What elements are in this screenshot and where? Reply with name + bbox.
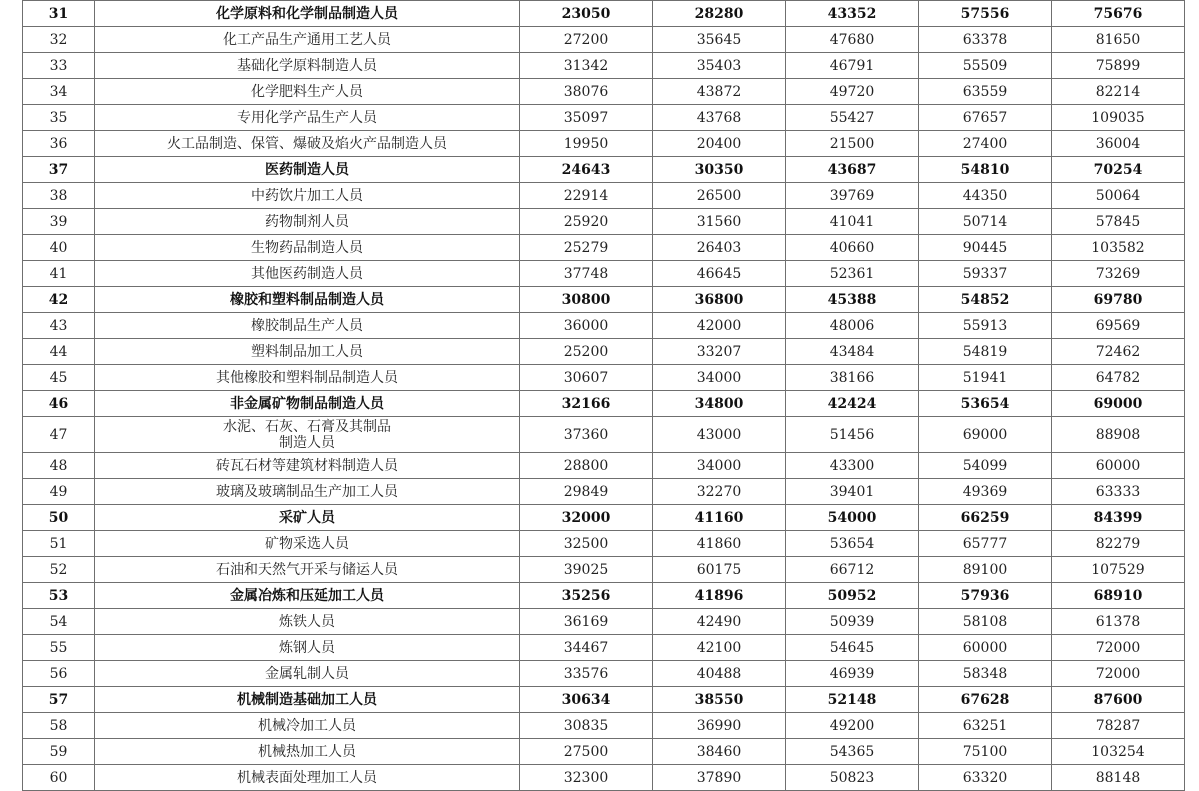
salary-value-cell: 25200 — [520, 339, 653, 365]
salary-value-cell: 43687 — [786, 157, 919, 183]
salary-value-cell: 75676 — [1052, 1, 1185, 27]
row-number-cell: 34 — [23, 79, 95, 105]
row-number-cell: 56 — [23, 661, 95, 687]
salary-value-cell: 39025 — [520, 557, 653, 583]
salary-value-cell: 27400 — [919, 131, 1052, 157]
salary-value-cell: 43000 — [653, 417, 786, 453]
salary-value-cell: 63251 — [919, 713, 1052, 739]
salary-value-cell: 78287 — [1052, 713, 1185, 739]
occupation-name-cell: 炼铁人员 — [95, 609, 520, 635]
salary-value-cell: 42424 — [786, 391, 919, 417]
occupation-name-cell: 石油和天然气开采与储运人员 — [95, 557, 520, 583]
salary-value-cell: 69000 — [1052, 391, 1185, 417]
salary-value-cell: 29849 — [520, 479, 653, 505]
salary-value-cell: 30607 — [520, 365, 653, 391]
salary-value-cell: 70254 — [1052, 157, 1185, 183]
salary-value-cell: 72462 — [1052, 339, 1185, 365]
row-number-cell: 51 — [23, 531, 95, 557]
table-row — [23, 531, 1185, 557]
salary-value-cell: 51456 — [786, 417, 919, 453]
table-row — [23, 27, 1185, 53]
salary-value-cell: 23050 — [520, 1, 653, 27]
salary-value-cell: 52361 — [786, 261, 919, 287]
salary-value-cell: 51941 — [919, 365, 1052, 391]
salary-value-cell: 20400 — [653, 131, 786, 157]
salary-value-cell: 33576 — [520, 661, 653, 687]
salary-value-cell: 72000 — [1052, 635, 1185, 661]
salary-value-cell: 50952 — [786, 583, 919, 609]
salary-value-cell: 38550 — [653, 687, 786, 713]
salary-value-cell: 46939 — [786, 661, 919, 687]
salary-value-cell: 46791 — [786, 53, 919, 79]
table-row — [23, 505, 1185, 531]
salary-value-cell: 37360 — [520, 417, 653, 453]
row-number-cell: 58 — [23, 713, 95, 739]
salary-value-cell: 32500 — [520, 531, 653, 557]
occupation-name-cell: 橡胶和塑料制品制造人员 — [95, 287, 520, 313]
salary-value-cell: 109035 — [1052, 105, 1185, 131]
salary-value-cell: 49369 — [919, 479, 1052, 505]
salary-value-cell: 67628 — [919, 687, 1052, 713]
salary-value-cell: 54852 — [919, 287, 1052, 313]
row-number-cell: 35 — [23, 105, 95, 131]
occupation-name-line: 水泥、石灰、石膏及其制品 — [223, 418, 391, 435]
occupation-name-cell: 其他医药制造人员 — [95, 261, 520, 287]
occupation-name-cell: 化工产品生产通用工艺人员 — [95, 27, 520, 53]
table-row — [23, 313, 1185, 339]
salary-value-cell: 63333 — [1052, 479, 1185, 505]
occupation-name-cell: 其他橡胶和塑料制品制造人员 — [95, 365, 520, 391]
salary-value-cell: 49200 — [786, 713, 919, 739]
salary-value-cell: 32300 — [520, 765, 653, 791]
salary-value-cell: 27500 — [520, 739, 653, 765]
salary-value-cell: 75899 — [1052, 53, 1185, 79]
salary-value-cell: 54810 — [919, 157, 1052, 183]
table-row — [23, 739, 1185, 765]
table-row — [23, 157, 1185, 183]
salary-value-cell: 54099 — [919, 453, 1052, 479]
salary-value-cell: 27200 — [520, 27, 653, 53]
salary-value-cell: 107529 — [1052, 557, 1185, 583]
salary-value-cell: 36800 — [653, 287, 786, 313]
occupation-name-cell: 砖瓦石材等建筑材料制造人员 — [95, 453, 520, 479]
occupation-name-cell: 机械表面处理加工人员 — [95, 765, 520, 791]
salary-value-cell: 63378 — [919, 27, 1052, 53]
salary-value-cell: 69569 — [1052, 313, 1185, 339]
salary-value-cell: 88148 — [1052, 765, 1185, 791]
table-row — [23, 661, 1185, 687]
salary-value-cell: 43300 — [786, 453, 919, 479]
row-number-cell: 39 — [23, 209, 95, 235]
table-row — [23, 1, 1185, 27]
occupation-name-cell: 机械热加工人员 — [95, 739, 520, 765]
salary-value-cell: 35645 — [653, 27, 786, 53]
occupation-name-cell: 塑料制品加工人员 — [95, 339, 520, 365]
salary-value-cell: 82214 — [1052, 79, 1185, 105]
salary-value-cell: 69000 — [919, 417, 1052, 453]
table-row — [23, 635, 1185, 661]
salary-value-cell: 30835 — [520, 713, 653, 739]
salary-value-cell: 40488 — [653, 661, 786, 687]
salary-value-cell: 34000 — [653, 365, 786, 391]
salary-value-cell: 60175 — [653, 557, 786, 583]
salary-value-cell: 53654 — [786, 531, 919, 557]
row-number-cell: 55 — [23, 635, 95, 661]
table-row — [23, 105, 1185, 131]
table-row — [23, 765, 1185, 791]
salary-value-cell: 39401 — [786, 479, 919, 505]
table-row — [23, 687, 1185, 713]
salary-value-cell: 35256 — [520, 583, 653, 609]
salary-value-cell: 34800 — [653, 391, 786, 417]
salary-value-cell: 65777 — [919, 531, 1052, 557]
salary-value-cell: 90445 — [919, 235, 1052, 261]
table-row — [23, 557, 1185, 583]
row-number-cell: 41 — [23, 261, 95, 287]
salary-value-cell: 52148 — [786, 687, 919, 713]
salary-value-cell: 54365 — [786, 739, 919, 765]
salary-value-cell: 43352 — [786, 1, 919, 27]
salary-value-cell: 38166 — [786, 365, 919, 391]
salary-value-cell: 69780 — [1052, 287, 1185, 313]
salary-value-cell: 33207 — [653, 339, 786, 365]
occupation-name-cell: 矿物采选人员 — [95, 531, 520, 557]
salary-value-cell: 26500 — [653, 183, 786, 209]
row-number-cell: 31 — [23, 1, 95, 27]
occupation-name-cell — [95, 417, 520, 453]
row-number-cell: 50 — [23, 505, 95, 531]
row-number-cell: 37 — [23, 157, 95, 183]
table-row — [23, 339, 1185, 365]
salary-value-cell: 36000 — [520, 313, 653, 339]
salary-value-cell: 81650 — [1052, 27, 1185, 53]
salary-value-cell: 26403 — [653, 235, 786, 261]
salary-value-cell: 36004 — [1052, 131, 1185, 157]
salary-value-cell: 32270 — [653, 479, 786, 505]
table-row — [23, 287, 1185, 313]
salary-value-cell: 49720 — [786, 79, 919, 105]
salary-value-cell: 50064 — [1052, 183, 1185, 209]
salary-value-cell: 63559 — [919, 79, 1052, 105]
salary-table — [22, 0, 1185, 791]
salary-value-cell: 75100 — [919, 739, 1052, 765]
salary-value-cell: 66259 — [919, 505, 1052, 531]
salary-value-cell: 73269 — [1052, 261, 1185, 287]
row-number-cell: 38 — [23, 183, 95, 209]
row-number-cell: 53 — [23, 583, 95, 609]
salary-value-cell: 31342 — [520, 53, 653, 79]
row-number-cell: 42 — [23, 287, 95, 313]
occupation-name-cell: 金属冶炼和压延加工人员 — [95, 583, 520, 609]
occupation-name-cell: 橡胶制品生产人员 — [95, 313, 520, 339]
salary-value-cell: 31560 — [653, 209, 786, 235]
row-number-cell: 59 — [23, 739, 95, 765]
salary-value-cell: 43484 — [786, 339, 919, 365]
salary-value-cell: 54819 — [919, 339, 1052, 365]
salary-value-cell: 57936 — [919, 583, 1052, 609]
occupation-name-cell: 玻璃及玻璃制品生产加工人员 — [95, 479, 520, 505]
salary-value-cell: 19950 — [520, 131, 653, 157]
occupation-name-cell: 火工品制造、保管、爆破及焰火产品制造人员 — [95, 131, 520, 157]
table-row — [23, 453, 1185, 479]
salary-value-cell: 60000 — [919, 635, 1052, 661]
salary-value-cell: 32000 — [520, 505, 653, 531]
occupation-name-cell: 中药饮片加工人员 — [95, 183, 520, 209]
table-row — [23, 417, 1185, 453]
salary-value-cell: 38460 — [653, 739, 786, 765]
salary-value-cell: 36990 — [653, 713, 786, 739]
salary-value-cell: 30800 — [520, 287, 653, 313]
row-number-cell: 47 — [23, 417, 95, 453]
salary-value-cell: 21500 — [786, 131, 919, 157]
table-body — [23, 1, 1185, 791]
salary-value-cell: 44350 — [919, 183, 1052, 209]
row-number-cell: 44 — [23, 339, 95, 365]
salary-value-cell: 57556 — [919, 1, 1052, 27]
salary-value-cell: 34467 — [520, 635, 653, 661]
row-number-cell: 32 — [23, 27, 95, 53]
table-row — [23, 391, 1185, 417]
table-row — [23, 183, 1185, 209]
salary-value-cell: 55509 — [919, 53, 1052, 79]
salary-value-cell: 54645 — [786, 635, 919, 661]
salary-value-cell: 25279 — [520, 235, 653, 261]
occupation-name-cell: 专用化学产品生产人员 — [95, 105, 520, 131]
occupation-name-cell: 药物制剂人员 — [95, 209, 520, 235]
salary-value-cell: 41896 — [653, 583, 786, 609]
salary-value-cell: 72000 — [1052, 661, 1185, 687]
salary-value-cell: 41860 — [653, 531, 786, 557]
salary-value-cell: 41041 — [786, 209, 919, 235]
salary-value-cell: 84399 — [1052, 505, 1185, 531]
salary-value-cell: 50939 — [786, 609, 919, 635]
salary-value-cell: 50823 — [786, 765, 919, 791]
page-margin-right — [1185, 0, 1199, 791]
row-number-cell: 52 — [23, 557, 95, 583]
salary-value-cell: 24643 — [520, 157, 653, 183]
salary-value-cell: 34000 — [653, 453, 786, 479]
table-row — [23, 713, 1185, 739]
salary-value-cell: 59337 — [919, 261, 1052, 287]
salary-value-cell: 82279 — [1052, 531, 1185, 557]
table-row — [23, 53, 1185, 79]
salary-value-cell: 50714 — [919, 209, 1052, 235]
table-row — [23, 365, 1185, 391]
salary-value-cell: 35097 — [520, 105, 653, 131]
row-number-cell: 36 — [23, 131, 95, 157]
occupation-name-cell: 炼钢人员 — [95, 635, 520, 661]
row-number-cell: 43 — [23, 313, 95, 339]
salary-value-cell: 64782 — [1052, 365, 1185, 391]
salary-value-cell: 43872 — [653, 79, 786, 105]
salary-value-cell: 38076 — [520, 79, 653, 105]
salary-value-cell: 39769 — [786, 183, 919, 209]
salary-value-cell: 55427 — [786, 105, 919, 131]
salary-value-cell: 103582 — [1052, 235, 1185, 261]
salary-value-cell: 63320 — [919, 765, 1052, 791]
salary-value-cell: 67657 — [919, 105, 1052, 131]
occupation-name-cell: 机械制造基础加工人员 — [95, 687, 520, 713]
table-row — [23, 609, 1185, 635]
salary-value-cell: 48006 — [786, 313, 919, 339]
table-row — [23, 131, 1185, 157]
salary-value-cell: 45388 — [786, 287, 919, 313]
row-number-cell: 48 — [23, 453, 95, 479]
salary-value-cell: 61378 — [1052, 609, 1185, 635]
table-row — [23, 583, 1185, 609]
row-number-cell: 33 — [23, 53, 95, 79]
occupation-name-line: 制造人员 — [279, 434, 335, 451]
row-number-cell: 46 — [23, 391, 95, 417]
row-number-cell: 57 — [23, 687, 95, 713]
table-row — [23, 479, 1185, 505]
occupation-name-cell: 化学肥料生产人员 — [95, 79, 520, 105]
occupation-name-cell: 生物药品制造人员 — [95, 235, 520, 261]
salary-value-cell: 66712 — [786, 557, 919, 583]
occupation-name-cell: 医药制造人员 — [95, 157, 520, 183]
salary-value-cell: 103254 — [1052, 739, 1185, 765]
salary-value-cell: 22914 — [520, 183, 653, 209]
table-row — [23, 235, 1185, 261]
salary-value-cell: 53654 — [919, 391, 1052, 417]
salary-value-cell: 43768 — [653, 105, 786, 131]
row-number-cell: 40 — [23, 235, 95, 261]
salary-value-cell: 54000 — [786, 505, 919, 531]
salary-value-cell: 47680 — [786, 27, 919, 53]
table-row — [23, 79, 1185, 105]
occupation-name-cell: 机械冷加工人员 — [95, 713, 520, 739]
salary-value-cell: 60000 — [1052, 453, 1185, 479]
salary-value-cell: 36169 — [520, 609, 653, 635]
page-margin-left — [0, 0, 22, 791]
salary-value-cell: 37890 — [653, 765, 786, 791]
row-number-cell: 45 — [23, 365, 95, 391]
salary-value-cell: 42490 — [653, 609, 786, 635]
salary-value-cell: 88908 — [1052, 417, 1185, 453]
table-row — [23, 261, 1185, 287]
salary-value-cell: 41160 — [653, 505, 786, 531]
salary-value-cell: 55913 — [919, 313, 1052, 339]
row-number-cell: 60 — [23, 765, 95, 791]
salary-value-cell: 28800 — [520, 453, 653, 479]
occupation-name-cell: 非金属矿物制品制造人员 — [95, 391, 520, 417]
row-number-cell: 49 — [23, 479, 95, 505]
occupation-name-cell: 金属轧制人员 — [95, 661, 520, 687]
salary-value-cell: 89100 — [919, 557, 1052, 583]
salary-value-cell: 42000 — [653, 313, 786, 339]
occupation-name-cell: 基础化学原料制造人员 — [95, 53, 520, 79]
salary-value-cell: 35403 — [653, 53, 786, 79]
salary-value-cell: 32166 — [520, 391, 653, 417]
salary-value-cell: 28280 — [653, 1, 786, 27]
salary-value-cell: 42100 — [653, 635, 786, 661]
row-number-cell: 54 — [23, 609, 95, 635]
salary-value-cell: 57845 — [1052, 209, 1185, 235]
salary-value-cell: 58108 — [919, 609, 1052, 635]
salary-value-cell: 58348 — [919, 661, 1052, 687]
salary-value-cell: 40660 — [786, 235, 919, 261]
occupation-name-cell: 采矿人员 — [95, 505, 520, 531]
salary-value-cell: 37748 — [520, 261, 653, 287]
occupation-name-cell: 化学原料和化学制品制造人员 — [95, 1, 520, 27]
salary-value-cell: 46645 — [653, 261, 786, 287]
salary-value-cell: 30634 — [520, 687, 653, 713]
salary-value-cell: 30350 — [653, 157, 786, 183]
salary-value-cell: 25920 — [520, 209, 653, 235]
table-row — [23, 209, 1185, 235]
salary-value-cell: 68910 — [1052, 583, 1185, 609]
salary-value-cell: 87600 — [1052, 687, 1185, 713]
